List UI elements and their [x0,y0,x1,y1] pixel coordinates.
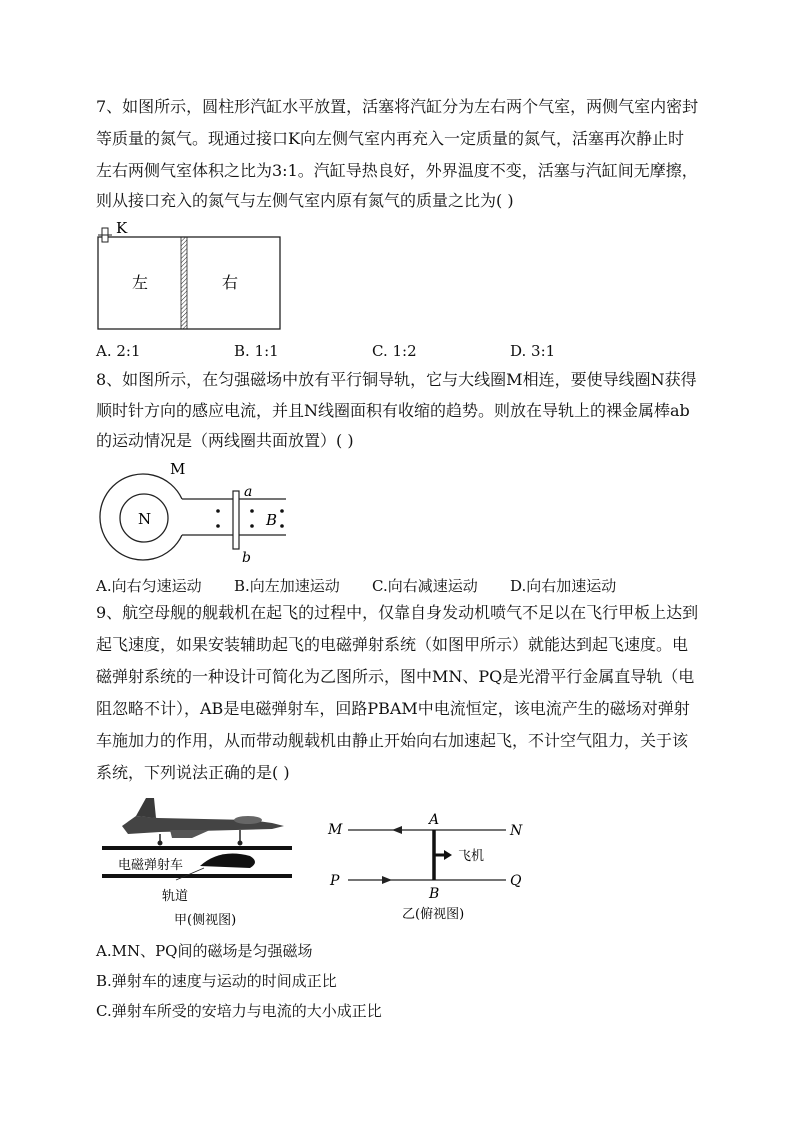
q8-option-d[interactable]: D.向右加速运动 [510,577,617,595]
field-dot [280,524,284,528]
rod-ab [233,491,239,549]
n-label: N [138,510,152,528]
label-a: A [429,812,440,828]
q7-line-3: 左右两侧气室体积之比为3:1。汽缸导热良好，外界温度不变，活塞与汽缸间无摩擦， [96,161,698,180]
q7-option-b[interactable]: B. 1:1 [234,342,279,360]
q8-line-3: 的运动情况是（两线圈共面放置）( ) [96,431,354,450]
q7-line-4: 则从接口充入的氮气与左侧气室内原有氮气的质量之比为( ) [96,191,514,210]
field-dot [250,509,254,513]
b-label: b [242,550,251,566]
m-label: M [170,460,186,478]
q9-line-6: 系统，下列说法正确的是( ) [96,763,290,782]
q7-option-d[interactable]: D. 3:1 [510,342,556,360]
coil-figure [96,458,306,568]
plane-label: 飞机 [458,849,485,864]
q9-line-3: 磁弹射系统的一种设计可简化为乙图所示，图中MN、PQ是光滑平行金属直导轨（电 [96,667,695,686]
q8-line-1: 8、如图所示，在匀强磁场中放有平行铜导轨，它与大线圈M相连，要使导线圈N获得 [96,370,697,389]
q9-line-1: 9、航空母舰的舰载机在起飞的过程中，仅靠自身发动机喷气不足以在飞行甲板上达到 [96,603,699,622]
q9-option-a[interactable]: A.MN、PQ间的磁场是匀强磁场 [96,942,313,960]
q8-option-c[interactable]: C.向右减速运动 [372,577,478,595]
label-m: M [328,822,343,838]
q8-line-2: 顺时针方向的感应电流，并且N线圈面积有收缩的趋势。则放在导轨上的裸金属棒ab [96,401,690,420]
q7-option-a[interactable]: A. 2:1 [96,342,141,360]
field-dot [216,524,220,528]
carrier-side-figure [100,796,300,930]
cylinder-body [98,237,280,329]
jet-wing [170,830,210,838]
label-b: B [429,886,440,902]
rail-top-figure [326,808,536,926]
a-label: a [244,484,253,500]
figure-b-caption: 乙(俯视图) [402,907,465,922]
cockpit [234,816,262,824]
q7-option-c[interactable]: C. 1:2 [372,342,417,360]
jet-tail [136,798,156,818]
q7-line-1: 7、如图所示，圆柱形汽缸水平放置，活塞将汽缸分为左右两个气室，两侧气室内密封 [96,97,699,116]
cylinder-figure [94,218,294,334]
q9-option-c[interactable]: C.弹射车所受的安培力与电流的大小成正比 [96,1002,382,1020]
q9-option-b[interactable]: B.弹射车的速度与运动的时间成正比 [96,972,337,990]
catapult-car [200,854,255,868]
q9-line-4: 阻忽略不计），AB是电磁弹射车，回路PBAM中电流恒定，该电流产生的磁场对弹射 [96,699,690,718]
car-label: 电磁弹射车 [118,858,184,873]
q8-option-b[interactable]: B.向左加速运动 [234,577,340,595]
field-dot [216,509,220,513]
q8-option-a[interactable]: A.向右匀速运动 [96,577,202,595]
field-dot [280,509,284,513]
figure-a-caption: 甲(侧视图) [174,913,237,928]
right-chamber-label: 右 [222,273,239,292]
current-arrow-left [392,826,402,834]
track-label: 轨道 [162,889,189,904]
label-n: N [510,823,523,839]
piston [181,237,187,329]
q7-line-2: 等质量的氮气。现通过接口K向左侧气室内再充入一定质量的氮气，活塞再次静止时 [96,129,684,148]
current-arrow-right [382,876,392,884]
field-b-label: B [266,511,278,529]
label-q: Q [510,873,522,889]
left-chamber-label: 左 [132,273,149,292]
label-p: P [330,873,340,889]
q9-line-5: 车施加力的作用，从而带动舰载机由静止开始向右加速起飞，不计空气阻力，关于该 [96,731,689,750]
track-bottom [102,874,292,878]
track-top [102,846,292,850]
thrust-arrow [444,850,452,860]
field-dot [250,524,254,528]
q9-line-2: 起飞速度，如果安装辅助起飞的电磁弹射系统（如图甲所示）就能达到起飞速度。电 [96,635,689,654]
k-label: K [116,219,128,237]
